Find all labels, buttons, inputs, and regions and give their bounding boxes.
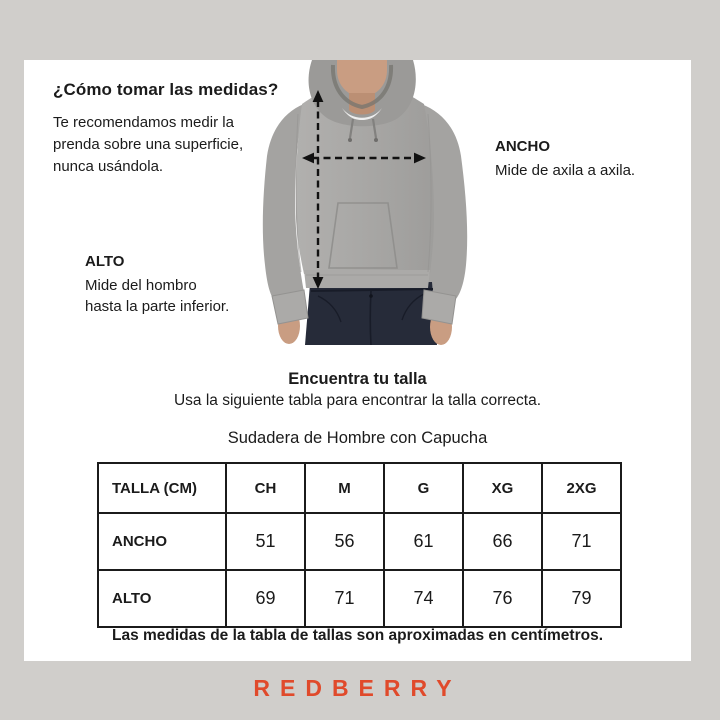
drawstring-tip-left	[348, 138, 352, 142]
alto-m: 71	[305, 570, 384, 627]
size-table-row-ancho	[98, 513, 621, 570]
size-table-header-ch: CH	[226, 463, 305, 513]
size-table-header-m: M	[305, 463, 384, 513]
hoodie-model-photo	[240, 60, 490, 345]
ancho-label: ANCHO	[495, 138, 550, 155]
size-table	[97, 462, 622, 628]
ancho-m: 56	[305, 513, 384, 570]
hem-band	[304, 270, 430, 288]
ancho-xg: 66	[463, 513, 542, 570]
alto-2xg: 79	[542, 570, 621, 627]
drawstring-tip-right	[374, 138, 378, 142]
find-size-title: Encuentra tu talla	[288, 370, 427, 388]
size-table-row-alto	[98, 570, 621, 627]
hoodie-model-illustration	[240, 60, 490, 345]
size-table-header-2xg: 2XG	[542, 463, 621, 513]
ancho-description: Mide de axila a axila.	[495, 162, 636, 179]
row-label-alto: ALTO	[98, 570, 226, 627]
alto-label: ALTO	[85, 253, 125, 270]
how-to-measure-text	[53, 112, 243, 178]
how-to-line-1: Te recomendamos medir la	[53, 114, 234, 131]
jeans-fly-seam	[370, 291, 371, 345]
how-to-line-2: prenda sobre una superficie,	[53, 136, 244, 153]
right-cuff	[422, 290, 456, 324]
size-table-header-talla: TALLA (CM)	[98, 463, 226, 513]
table-footnote: Las medidas de la tabla de tallas son aproximadas en centímetros.	[111, 627, 603, 644]
size-table-header-g: G	[384, 463, 463, 513]
left-cuff	[272, 290, 308, 324]
alto-description-line-1: Mide del hombro	[85, 277, 197, 294]
ancho-ch: 51	[226, 513, 305, 570]
jeans-button	[369, 294, 373, 298]
find-size-subtitle: Usa la siguiente tabla para encontrar la talla correcta.	[173, 392, 542, 409]
alto-xg: 76	[463, 570, 542, 627]
alto-label-block	[85, 253, 229, 317]
how-to-line-3: nunca usándola.	[53, 158, 164, 175]
size-table-caption: Sudadera de Hombre con Capucha	[227, 429, 488, 447]
how-to-measure-title: ¿Cómo tomar las medidas?	[53, 80, 279, 99]
ancho-2xg: 71	[542, 513, 621, 570]
alto-ch: 69	[226, 570, 305, 627]
size-table-header-row	[98, 463, 621, 513]
row-label-ancho: ANCHO	[98, 513, 226, 570]
size-table-header-xg: XG	[463, 463, 542, 513]
alto-description-line-2: hasta la parte inferior.	[85, 298, 230, 315]
ancho-label-block	[495, 138, 635, 181]
ancho-g: 61	[384, 513, 463, 570]
brand-logo: REDBERRY	[253, 675, 462, 701]
alto-description	[85, 275, 229, 317]
alto-g: 74	[384, 570, 463, 627]
